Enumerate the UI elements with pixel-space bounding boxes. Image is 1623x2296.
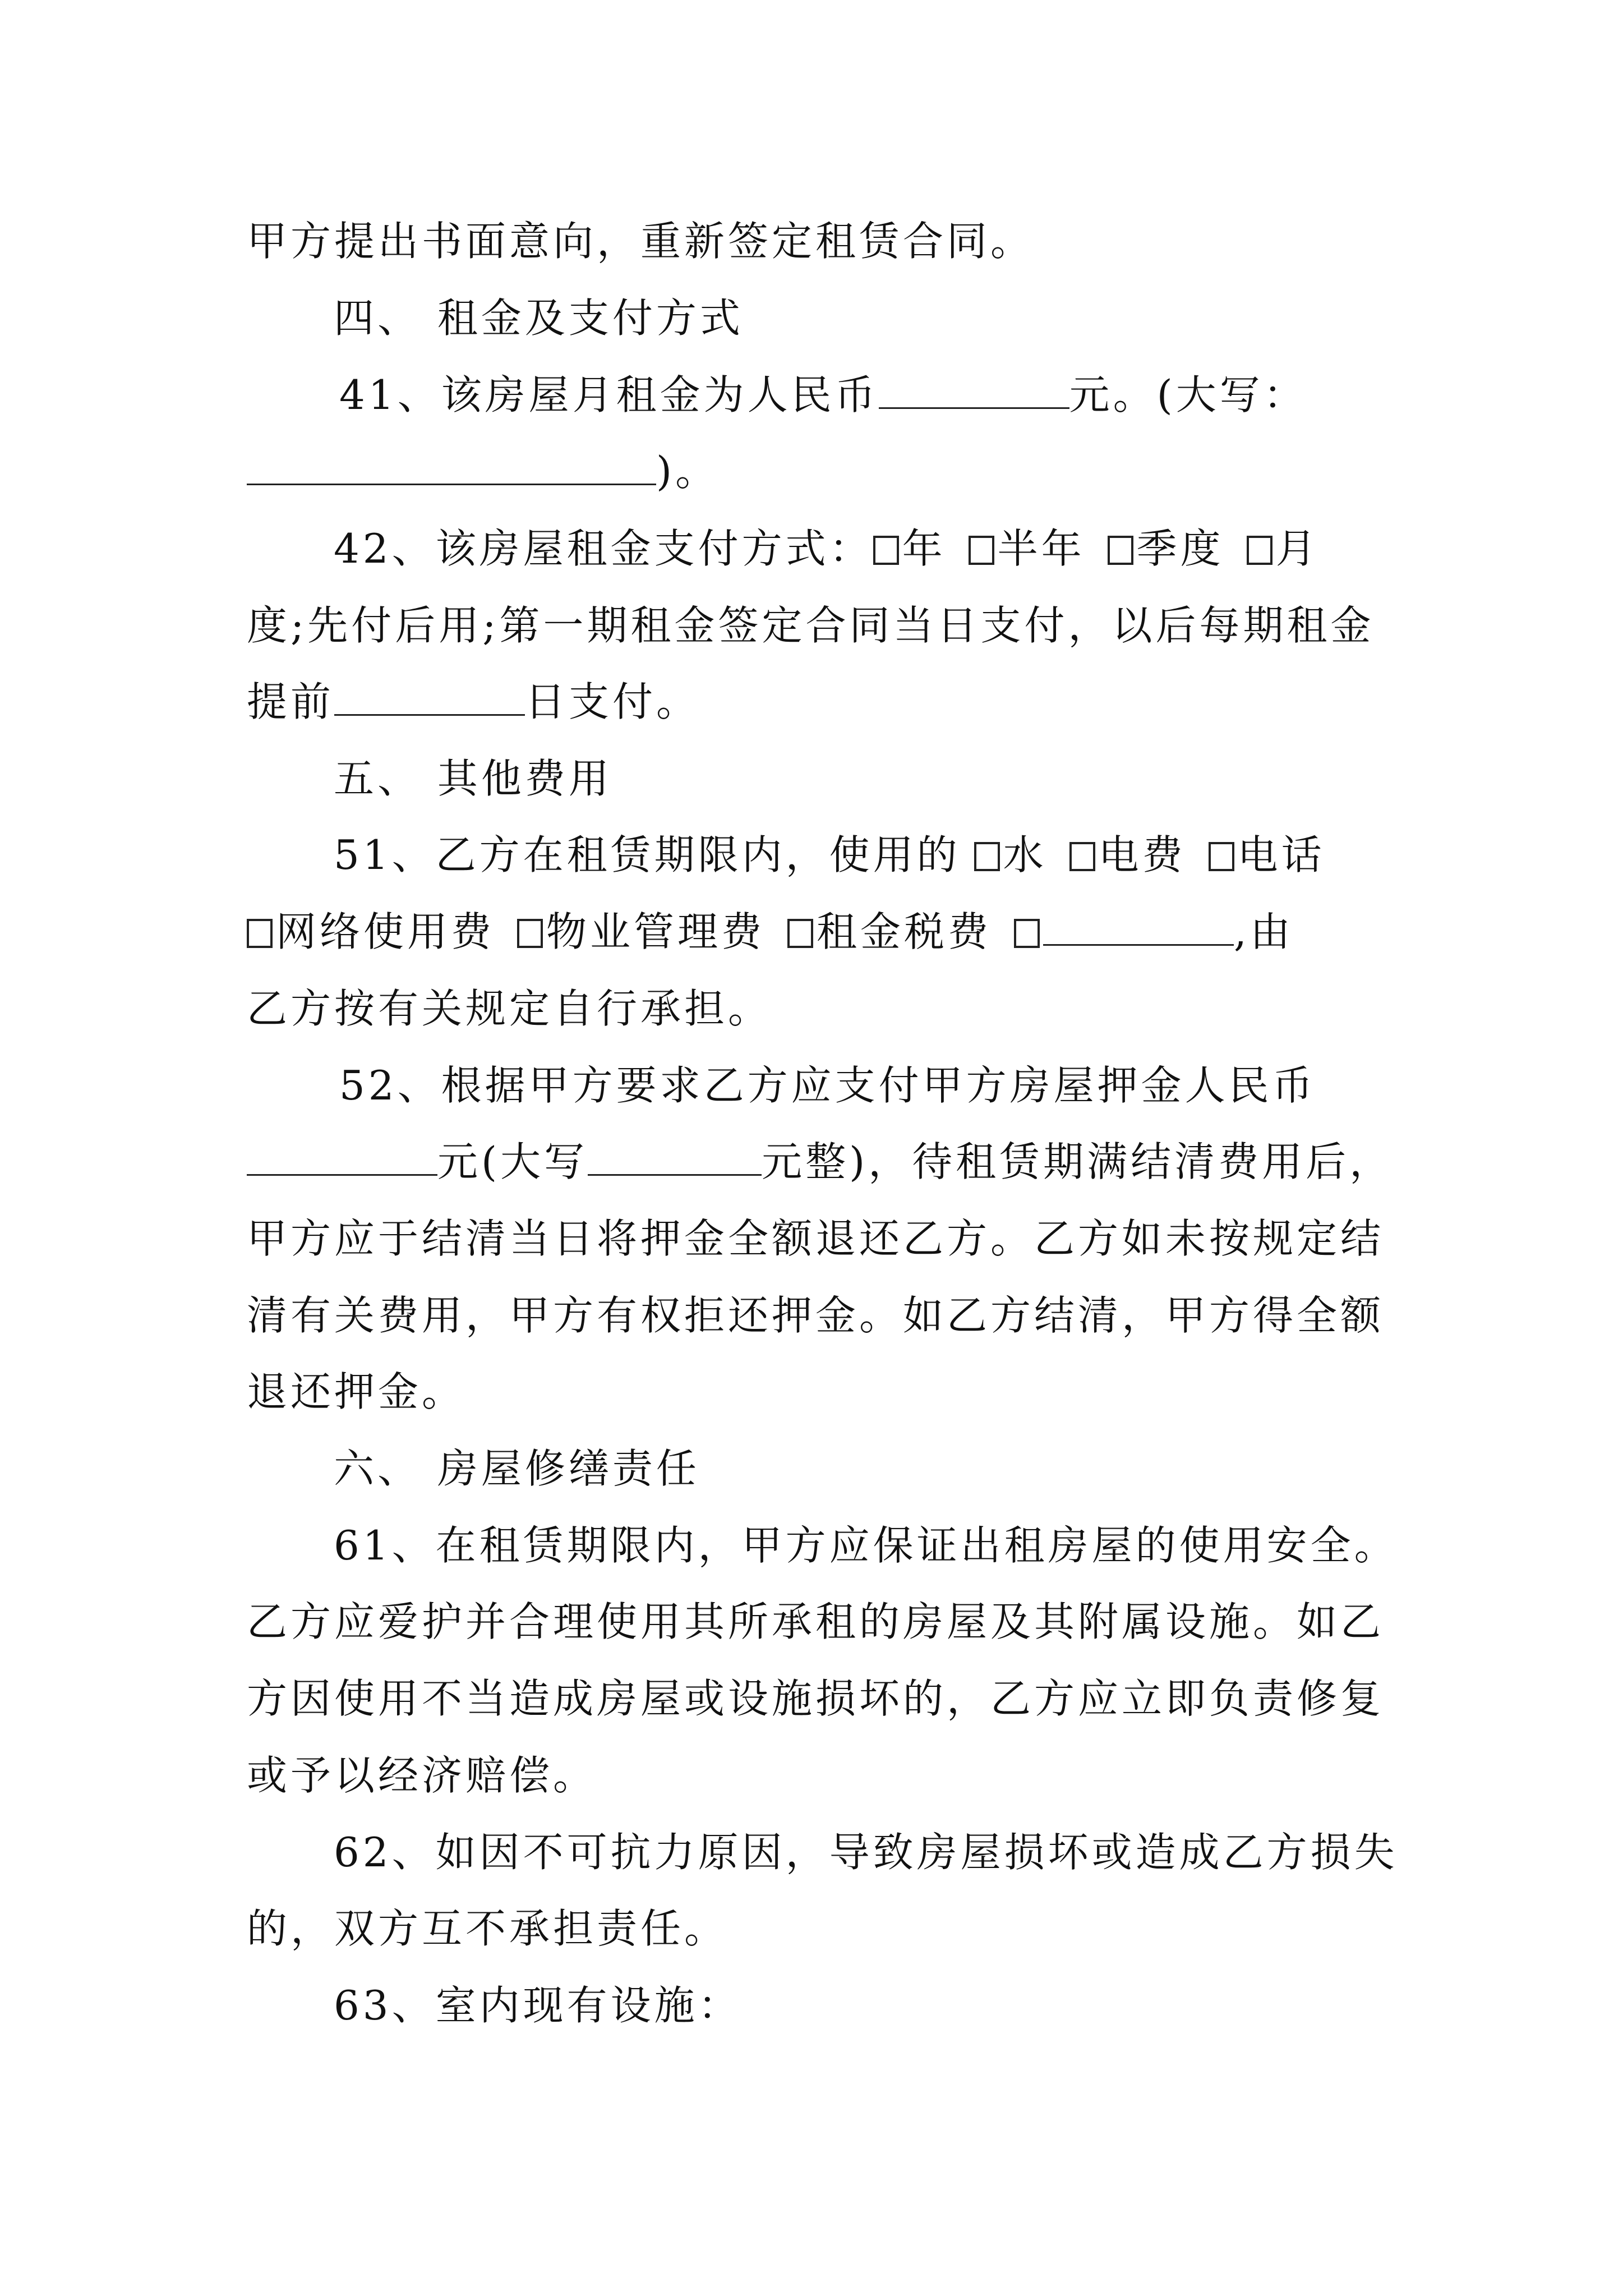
- clause-63: [0, 1977, 1623, 2033]
- text: 63、室内现有设施：: [334, 1982, 742, 2029]
- text: 度;先付后用;第一期租金签定合同当日支付，以后每期租金: [247, 602, 1375, 649]
- text: ,由: [1234, 908, 1294, 955]
- text: 提前: [247, 678, 335, 725]
- deposit-amount-blank: [247, 1140, 437, 1176]
- paragraph-line: [0, 904, 1623, 960]
- text: 61、在租赁期限内，甲方应保证出租房屋的使用安全。: [334, 1522, 1398, 1569]
- option-label: 物业管理费: [546, 908, 766, 955]
- paragraph-line: [0, 1364, 1623, 1420]
- text: 乙方应爱护并合理使用其所承租的房屋及其附属设施。如乙: [247, 1598, 1385, 1645]
- section-heading-4: [0, 290, 1623, 346]
- text: 42、该房屋租金支付方式：: [334, 525, 873, 572]
- text: 41、该房屋月租金为人民币: [339, 371, 879, 418]
- paragraph-line: [0, 1594, 1623, 1650]
- checkbox-network-fee[interactable]: [247, 919, 273, 948]
- text: 日支付。: [525, 678, 700, 725]
- text: 方因使用不当造成房屋或设施损坏的，乙方应立即负责修复: [247, 1675, 1385, 1722]
- checkbox-other[interactable]: [1014, 919, 1040, 948]
- option-label: 电费: [1098, 831, 1186, 878]
- paragraph-line: [0, 443, 1623, 499]
- other-fee-blank: [1043, 910, 1234, 946]
- option-label: 年: [902, 525, 946, 572]
- section-heading-6: [0, 1441, 1623, 1497]
- rent-capital-blank: [247, 450, 656, 485]
- checkbox-telephone[interactable]: [1209, 842, 1234, 871]
- text: )。: [656, 448, 720, 495]
- text: 的，双方互不承担责任。: [247, 1905, 728, 1952]
- paragraph-line: [0, 1747, 1623, 1803]
- paragraph-line: [0, 1211, 1623, 1267]
- option-label: 租金税费: [817, 908, 992, 955]
- heading-text: 五、 其他费用: [334, 755, 612, 802]
- text: 退还押金。: [247, 1368, 466, 1415]
- text: 或予以经济赔偿。: [247, 1752, 597, 1799]
- option-label: 月: [1275, 525, 1320, 572]
- clause-51: [0, 827, 1623, 883]
- checkbox-quarter[interactable]: [1108, 536, 1133, 565]
- text: 清有关费用，甲方有权拒还押金。如乙方结清，甲方得全额: [247, 1292, 1385, 1339]
- text: 52、根据甲方要求乙方应支付甲方房屋押金人民币: [339, 1062, 1316, 1109]
- clause-52: [0, 1057, 1623, 1114]
- paragraph-line: [0, 674, 1623, 730]
- text: 元整)，待租赁期满结清费用后，: [762, 1138, 1394, 1185]
- option-label: 季度: [1136, 525, 1224, 572]
- checkbox-month[interactable]: [1247, 536, 1272, 565]
- days-in-advance-blank: [334, 680, 525, 716]
- clause-41: [0, 367, 1623, 423]
- paragraph-line: [0, 597, 1623, 654]
- checkbox-property-fee[interactable]: [517, 919, 543, 948]
- paragraph-line: [0, 1287, 1623, 1343]
- checkbox-rent-tax[interactable]: [787, 919, 813, 948]
- checkbox-water[interactable]: [974, 842, 1000, 871]
- text: 51、乙方在租赁期限内，使用的: [334, 831, 961, 878]
- option-label: 水: [1003, 831, 1047, 878]
- clause-62: [0, 1824, 1623, 1880]
- section-heading-5: [0, 751, 1623, 807]
- option-label: 半年: [997, 525, 1085, 572]
- heading-text: 四、 租金及支付方式: [334, 295, 744, 342]
- deposit-capital-blank: [588, 1140, 762, 1176]
- paragraph-line: [0, 981, 1623, 1037]
- checkbox-half-year[interactable]: [969, 536, 994, 565]
- checkbox-year[interactable]: [873, 536, 899, 565]
- paragraph-line: [0, 213, 1623, 269]
- paragraph-line: [0, 1134, 1623, 1190]
- checkbox-electricity[interactable]: [1069, 842, 1095, 871]
- text: 甲方应于结清当日将押金全额退还乙方。乙方如未按规定结: [247, 1215, 1385, 1262]
- text: 乙方按有关规定自行承担。: [247, 985, 772, 1032]
- text: 甲方提出书面意向，重新签定租赁合同。: [247, 218, 1035, 265]
- rent-amount-blank: [879, 374, 1069, 409]
- paragraph-line: [0, 1901, 1623, 1957]
- text: 元。(大写：: [1069, 371, 1307, 418]
- paragraph-line: [0, 1671, 1623, 1727]
- option-label: 网络使用费: [276, 908, 495, 955]
- heading-text: 六、 房屋修缮责任: [334, 1445, 700, 1492]
- clause-42: [0, 521, 1623, 577]
- text: 元(大写: [437, 1138, 588, 1185]
- option-label: 电话: [1237, 831, 1325, 878]
- clause-61: [0, 1517, 1623, 1573]
- text: 62、如因不可抗力原因，导致房屋损坏或造成乙方损失: [334, 1829, 1398, 1876]
